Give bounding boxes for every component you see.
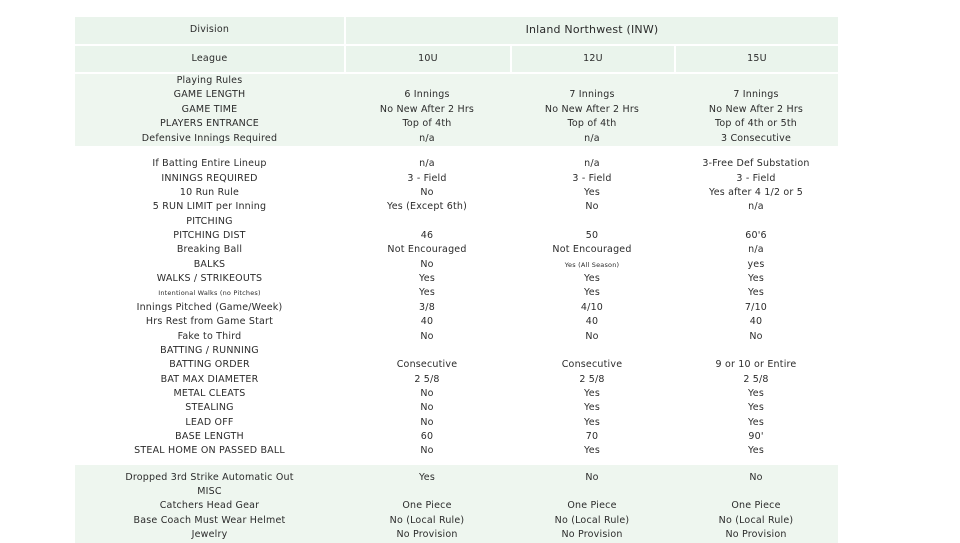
rule-value: Consecutive <box>396 359 458 371</box>
rule-value: 7 Innings <box>569 89 615 101</box>
rule-value: 3 - Field <box>572 172 612 184</box>
rules-band-misc <box>75 485 838 543</box>
rule-values-10u-misc <box>344 485 510 542</box>
rule-label: 5 RUN LIMIT per Inning <box>152 201 267 213</box>
rule-value: No (Local Rule) <box>389 514 465 526</box>
rule-values-12u-1 <box>510 74 674 146</box>
rule-value <box>344 215 510 229</box>
rule-value: 2 5/8 <box>743 373 769 385</box>
rule-label: LEAD OFF <box>185 416 234 428</box>
rule-label: GAME LENGTH <box>173 89 246 101</box>
rule-value: No <box>420 387 434 399</box>
rule-value: No <box>420 187 434 199</box>
rule-label: Dropped 3rd Strike Automatic Out <box>125 471 294 483</box>
rule-value: Yes <box>748 445 764 457</box>
rules-band-1 <box>75 74 838 146</box>
rule-value: No New After 2 Hrs <box>708 103 804 115</box>
rule-value: 6 Innings <box>404 89 450 101</box>
rules-band-2 <box>75 157 838 459</box>
rule-label: PLAYERS ENTRANCE <box>159 118 260 130</box>
rule-value: One Piece <box>567 500 617 512</box>
rule-value <box>510 344 674 358</box>
rule-value: 90' <box>748 430 764 442</box>
rule-value: No <box>585 471 599 483</box>
rule-value: 3 - Field <box>736 172 776 184</box>
rule-value <box>344 344 510 358</box>
rule-value: No <box>420 330 434 342</box>
rule-value: One Piece <box>402 500 452 512</box>
rule-value: n/a <box>584 158 600 170</box>
rule-value: Yes (Except 6th) <box>386 201 468 213</box>
rule-value: 46 <box>420 230 434 242</box>
rule-label: Breaking Ball <box>176 244 243 256</box>
rule-value: n/a <box>419 132 435 144</box>
rule-value: 3/8 <box>419 301 435 313</box>
rule-value <box>674 74 838 88</box>
rule-value: Yes <box>584 416 600 428</box>
division-value: Inland Northwest (INW) <box>344 17 838 44</box>
rule-value: 2 5/8 <box>579 373 605 385</box>
rule-value <box>344 74 510 88</box>
rule-value: No <box>420 258 434 270</box>
rule-value: Not Encouraged <box>387 244 467 256</box>
rule-value: Top of 4th or 5th <box>715 118 797 130</box>
rule-label: Catchers Head Gear <box>159 500 260 512</box>
rule-values-15u-misc <box>674 485 838 542</box>
rule-value: Yes <box>584 402 600 414</box>
rule-label: PITCHING <box>186 215 233 227</box>
rule-value: Yes <box>584 273 600 285</box>
league-10u: 10U <box>344 46 510 72</box>
rule-value: No <box>420 416 434 428</box>
rule-label: WALKS / STRIKEOUTS <box>156 273 263 285</box>
rule-value: Yes <box>748 416 764 428</box>
rule-labels-1 <box>75 74 344 146</box>
rule-value: 40 <box>420 316 434 328</box>
rule-values-10u-1 <box>344 74 510 146</box>
rule-value <box>510 485 674 499</box>
rule-value: Yes <box>584 387 600 399</box>
rule-label: BALKS <box>193 258 226 270</box>
rule-label: STEAL HOME ON PASSED BALL <box>134 445 285 457</box>
rule-label: Base Coach Must Wear Helmet <box>133 514 286 526</box>
rule-value: Yes after 4 1/2 or 5 <box>708 187 803 199</box>
rule-label: Innings Pitched (Game/Week) <box>136 301 283 313</box>
rule-value: 3 Consecutive <box>721 132 791 144</box>
rule-label: Jewelry <box>191 529 228 541</box>
rule-value: 60'6 <box>745 230 767 242</box>
rule-labels-misc <box>75 485 344 542</box>
rule-value: 9 or 10 or Entire <box>715 359 797 371</box>
rule-label: INNINGS REQUIRED <box>161 172 258 184</box>
rule-value: Top of 4th <box>402 118 452 130</box>
rule-value: Yes <box>748 287 764 299</box>
rule-value: 3-Free Def Substation <box>702 158 810 170</box>
rule-value: Not Encouraged <box>552 244 632 256</box>
rule-value: 40 <box>749 316 763 328</box>
rule-value: Yes <box>419 471 435 483</box>
rule-value: n/a <box>748 201 764 213</box>
rule-label: BATTING / RUNNING <box>160 344 259 356</box>
rule-value: Yes (All Season) <box>564 260 620 269</box>
rule-values-12u-2 <box>510 157 674 459</box>
league-12u: 12U <box>510 46 674 72</box>
rule-value: No <box>420 445 434 457</box>
rule-label: Fake to Third <box>177 330 242 342</box>
rule-value: No <box>749 471 763 483</box>
rule-label: MISC <box>197 486 222 497</box>
rule-value: No <box>585 330 599 342</box>
rule-label: METAL CLEATS <box>173 387 246 399</box>
rule-values-15u-2 <box>674 157 838 459</box>
rule-value: One Piece <box>731 500 781 512</box>
rule-value: 70 <box>585 430 599 442</box>
rule-value: Yes <box>584 287 600 299</box>
rule-value: Top of 4th <box>567 118 617 130</box>
rule-label: Defensive Innings Required <box>141 132 278 144</box>
rule-value: Consecutive <box>561 359 623 371</box>
rule-value: n/a <box>419 158 435 170</box>
rule-value: 4/10 <box>580 301 604 313</box>
rule-label: Playing Rules <box>176 75 243 87</box>
rule-label: BASE LENGTH <box>175 430 244 442</box>
rule-value: No <box>420 402 434 414</box>
rule-value: n/a <box>584 132 600 144</box>
rule-value: 40 <box>585 316 599 328</box>
division-label: Division <box>75 17 344 44</box>
rule-label: BAT MAX DIAMETER <box>160 373 259 385</box>
rule-value: No Provision <box>396 529 458 541</box>
rule-value: Yes <box>748 273 764 285</box>
rule-label: BATTING ORDER <box>169 359 250 371</box>
rule-labels-2 <box>75 157 344 459</box>
rule-value <box>510 215 674 229</box>
rule-label: PITCHING DIST <box>173 230 246 242</box>
rule-value: 2 5/8 <box>414 373 440 385</box>
rule-value: No Provision <box>561 529 623 541</box>
rule-value <box>344 485 510 499</box>
rule-label: Hrs Rest from Game Start <box>145 316 274 328</box>
league-15u: 15U <box>674 46 838 72</box>
rule-value <box>674 344 838 358</box>
rule-value: Yes <box>748 402 764 414</box>
rule-value <box>510 74 674 88</box>
league-row <box>75 46 838 72</box>
rule-values-10u-2 <box>344 157 510 459</box>
rule-label: If Batting Entire Lineup <box>152 158 267 170</box>
rule-value: n/a <box>748 244 764 256</box>
rule-value <box>674 485 838 499</box>
rule-value: 7/10 <box>744 301 768 313</box>
rule-value: No Provision <box>725 529 787 541</box>
rule-value: No (Local Rule) <box>718 514 794 526</box>
rule-label: STEALING <box>185 402 234 414</box>
rule-value: No <box>749 330 763 342</box>
rule-value: 3 - Field <box>407 172 447 184</box>
rule-value: No <box>585 201 599 213</box>
rule-value: 7 Innings <box>733 89 779 101</box>
rule-label: Intentional Walks (no Pitches) <box>158 289 261 298</box>
rule-value: Yes <box>419 273 435 285</box>
rule-value: No (Local Rule) <box>554 514 630 526</box>
rule-value: Yes <box>584 187 600 199</box>
rule-values-12u-misc <box>510 485 674 542</box>
rule-label: GAME TIME <box>181 103 238 115</box>
rule-values-15u-1 <box>674 74 838 146</box>
rule-value <box>674 215 838 229</box>
rule-value: No New After 2 Hrs <box>544 103 640 115</box>
rule-value: yes <box>747 258 765 270</box>
league-label: League <box>75 46 344 72</box>
rule-value: No New After 2 Hrs <box>379 103 475 115</box>
rule-value: Yes <box>748 387 764 399</box>
rule-value: 60 <box>420 430 434 442</box>
division-row <box>75 17 838 44</box>
rule-value: Yes <box>584 445 600 457</box>
rule-label: 10 Run Rule <box>179 187 240 199</box>
rule-value: Yes <box>419 287 435 299</box>
rule-value: 50 <box>585 230 599 242</box>
